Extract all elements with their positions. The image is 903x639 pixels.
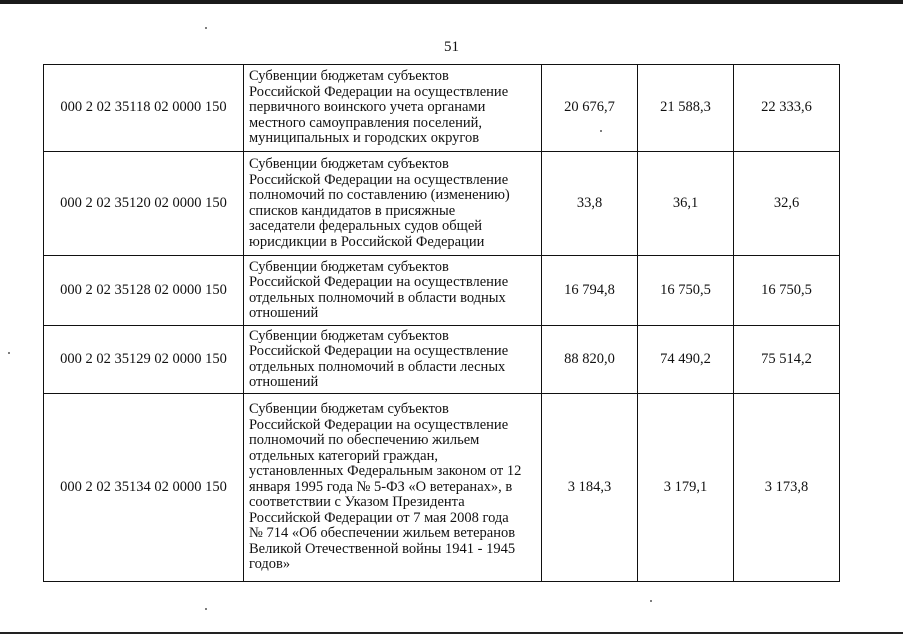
description-line: установленных Федеральным законом от 12 <box>249 463 522 480</box>
description-line: соответствии с Указом Президента <box>249 494 465 511</box>
description-line: отношений <box>249 374 319 390</box>
table-row <box>44 65 840 152</box>
description-line: первичного воинского учета органами <box>249 99 486 116</box>
description-line: полномочий по составлению (изменению) <box>249 187 510 203</box>
description-line: Субвенции бюджетам субъектов <box>249 401 449 418</box>
description-line: Субвенции бюджетам субъектов <box>249 327 449 344</box>
scan-speck <box>205 27 207 29</box>
description-line: Российской Федерации на осуществление <box>249 171 509 188</box>
description-cell <box>244 65 542 152</box>
description-cell <box>244 152 542 256</box>
value-cell-1: 88 820,0 <box>542 326 638 394</box>
description-line: отдельных полномочий в области водных <box>249 289 506 306</box>
description-line: муниципальных и городских округов <box>249 130 480 147</box>
value-cell-2: 36,1 <box>638 152 734 256</box>
description-line: заседатели федеральных судов общей <box>249 218 483 234</box>
scan-speck <box>8 352 10 354</box>
value-cell-3: 32,6 <box>734 152 840 256</box>
description-line: годов» <box>249 556 291 573</box>
scan-bottom-edge <box>0 632 903 634</box>
description-line: отдельных полномочий в области лесных <box>249 358 506 375</box>
table-row <box>44 394 840 582</box>
table-row <box>44 326 840 394</box>
value-cell-3: 75 514,2 <box>734 326 840 394</box>
table-row <box>44 152 840 256</box>
description-line: юрисдикции в Российской Федерации <box>249 233 485 250</box>
budget-code-cell: 000 2 02 35129 02 0000 150 <box>44 326 244 394</box>
description-cell <box>244 326 542 394</box>
description-line: Российской Федерации на осуществление <box>249 343 509 359</box>
value-cell-3: 3 173,8 <box>734 394 840 582</box>
scan-speck <box>205 608 207 610</box>
description-line: Великой Отечественной войны 1941 - 1945 <box>249 540 516 557</box>
description-cell <box>244 256 542 326</box>
value-cell-1: 20 676,7 <box>542 65 638 152</box>
scan-speck <box>600 130 602 132</box>
value-cell-2: 16 750,5 <box>638 256 734 326</box>
budget-table <box>43 64 840 582</box>
description-line: № 714 «Об обеспечении жильем ветеранов <box>249 525 516 542</box>
value-cell-1: 33,8 <box>542 152 638 256</box>
budget-code-cell: 000 2 02 35120 02 0000 150 <box>44 152 244 256</box>
budget-code-cell: 000 2 02 35128 02 0000 150 <box>44 256 244 326</box>
description-line: Субвенции бюджетам субъектов <box>249 258 449 275</box>
description-line: января 1995 года № 5-ФЗ «О ветеранах», в <box>249 478 513 495</box>
table-row <box>44 256 840 326</box>
value-cell-1: 16 794,8 <box>542 256 638 326</box>
description-line: Субвенции бюджетам субъектов <box>249 68 449 85</box>
scan-top-edge <box>0 0 903 4</box>
value-cell-2: 74 490,2 <box>638 326 734 394</box>
description-line: полномочий по обеспечению жильем <box>249 432 480 449</box>
value-cell-3: 22 333,6 <box>734 65 840 152</box>
value-cell-3: 16 750,5 <box>734 256 840 326</box>
description-line: Российской Федерации от 7 мая 2008 года <box>249 509 509 526</box>
description-line: Российской Федерации на осуществление <box>249 416 509 433</box>
budget-code-cell: 000 2 02 35134 02 0000 150 <box>44 394 244 582</box>
description-line: отдельных категорий граждан, <box>249 447 438 464</box>
description-line: отношений <box>249 305 319 321</box>
value-cell-2: 3 179,1 <box>638 394 734 582</box>
description-line: Российской Федерации на осуществление <box>249 274 509 290</box>
description-cell <box>244 394 542 582</box>
value-cell-1: 3 184,3 <box>542 394 638 582</box>
description-line: Субвенции бюджетам субъектов <box>249 156 449 172</box>
description-line: местного самоуправления поселений, <box>249 114 482 131</box>
description-line: списков кандидатов в присяжные <box>249 202 456 219</box>
scan-speck <box>650 600 652 602</box>
page-number: 51 <box>444 39 459 55</box>
budget-code-cell: 000 2 02 35118 02 0000 150 <box>44 65 244 152</box>
description-line: Российской Федерации на осуществление <box>249 83 509 100</box>
value-cell-2: 21 588,3 <box>638 65 734 152</box>
